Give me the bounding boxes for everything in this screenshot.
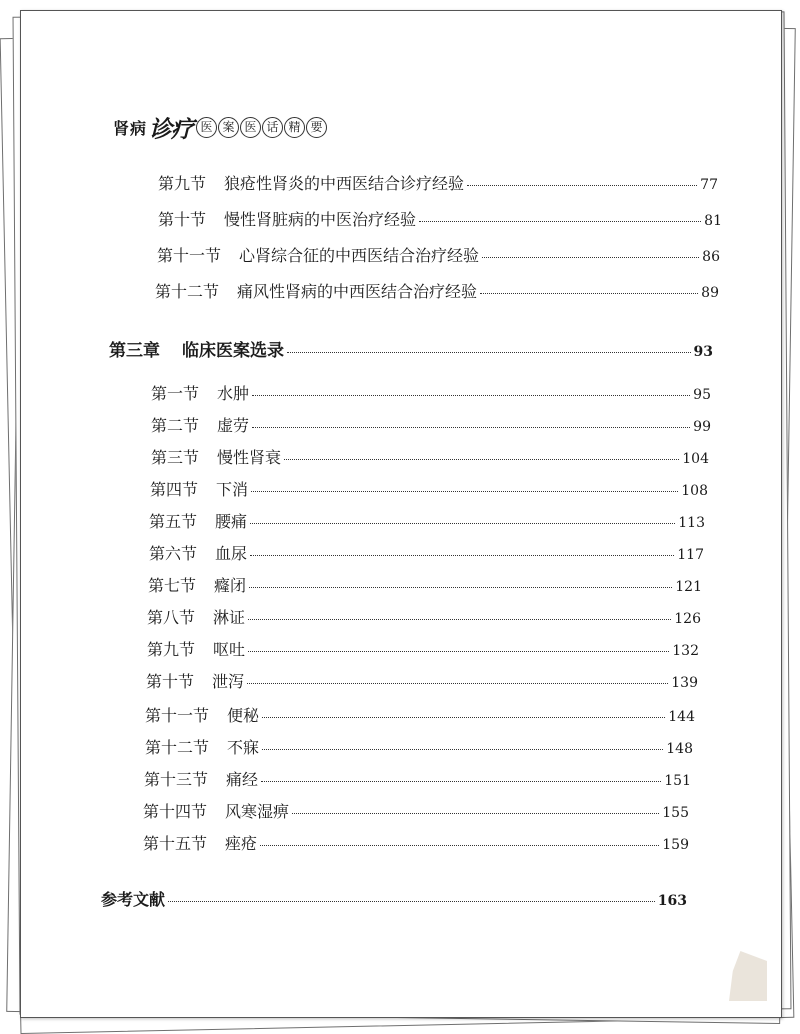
section-title: 便秘 (227, 706, 260, 725)
header-box-char: 医 (240, 117, 261, 138)
page-number: 163 (657, 893, 687, 909)
toc-chapter-entry[interactable] (109, 336, 713, 361)
chapter-label: 第三章 (109, 341, 160, 361)
book-page (20, 10, 782, 1018)
section-label: 第一节 (151, 384, 200, 403)
section-title: 痤疮 (225, 834, 258, 853)
section-title: 痛风性肾病的中西医结合治疗经验 (237, 282, 478, 301)
section-title: 风寒湿痹 (225, 802, 290, 821)
section-title: 水肿 (217, 384, 250, 403)
section-title: 痛经 (226, 770, 259, 789)
page-number: 117 (677, 547, 704, 563)
section-title: 慢性肾衰 (217, 448, 282, 467)
section-label: 第五节 (149, 512, 198, 531)
section-title: 慢性肾脏病的中医治疗经验 (224, 210, 417, 229)
section-title: 泄泻 (212, 672, 245, 691)
header-italic-text: 诊疗 (149, 116, 194, 143)
page-number: 155 (662, 805, 689, 821)
page-number: 104 (682, 451, 709, 467)
section-title: 癃闭 (214, 576, 247, 595)
dot-leader (248, 651, 669, 652)
section-label: 第十节 (158, 210, 207, 229)
dot-leader (252, 395, 690, 396)
dot-leader (252, 427, 690, 428)
section-title: 淋证 (213, 608, 246, 627)
toc-entry[interactable] (158, 171, 718, 194)
header-box-char: 话 (262, 117, 283, 138)
section-title: 呕吐 (213, 640, 246, 659)
dot-leader (482, 257, 699, 258)
dot-leader (168, 901, 655, 902)
dot-leader (262, 717, 665, 718)
page-number: 132 (672, 643, 699, 659)
toc-entry[interactable] (147, 637, 699, 660)
section-label: 第三节 (151, 448, 200, 467)
dot-leader (261, 781, 661, 782)
toc-entry[interactable] (149, 541, 704, 564)
page-number: 99 (693, 419, 711, 435)
toc-entry[interactable] (151, 381, 711, 404)
section-title: 腰痛 (215, 512, 248, 531)
section-label: 第十二节 (145, 738, 210, 757)
dot-leader (247, 683, 668, 684)
toc-entry[interactable] (151, 445, 709, 468)
toc-entry[interactable] (158, 207, 722, 230)
table-of-contents (21, 11, 781, 1017)
page-number: 77 (700, 177, 718, 193)
page-number: 81 (704, 213, 722, 229)
chapter-title: 临床医案选录 (182, 341, 284, 361)
header-box-char: 案 (218, 117, 239, 138)
section-title: 狼疮性肾炎的中西医结合诊疗经验 (224, 174, 465, 193)
section-label: 第四节 (150, 480, 199, 499)
page-number: 139 (671, 675, 698, 691)
page-number: 144 (668, 709, 695, 725)
section-label: 第二节 (151, 416, 200, 435)
page-number: 113 (678, 515, 705, 531)
page-number: 95 (693, 387, 711, 403)
page-number: 148 (666, 741, 693, 757)
section-label: 第六节 (149, 544, 198, 563)
dot-leader (467, 185, 697, 186)
dot-leader (480, 293, 698, 294)
header-box-char: 精 (284, 117, 305, 138)
page-number: 93 (693, 344, 713, 360)
dot-leader (248, 619, 671, 620)
toc-entry[interactable] (155, 279, 719, 302)
dot-leader (251, 491, 678, 492)
section-label: 第九节 (158, 174, 207, 193)
toc-entry[interactable] (151, 413, 711, 436)
dot-leader (287, 352, 691, 353)
dot-leader (260, 845, 659, 846)
section-title: 心肾综合征的中西医结合治疗经验 (239, 246, 480, 265)
header-box-char: 医 (196, 117, 217, 138)
toc-entry[interactable] (148, 573, 702, 596)
header-box-char: 要 (306, 117, 327, 138)
toc-entry[interactable] (146, 669, 698, 692)
toc-entry[interactable] (143, 831, 689, 854)
dot-leader (250, 523, 675, 524)
toc-entry[interactable] (150, 477, 708, 500)
page-number: 89 (701, 285, 719, 301)
dot-leader (419, 221, 701, 222)
dot-leader (292, 813, 659, 814)
section-label: 第八节 (147, 608, 196, 627)
section-title: 下消 (216, 480, 249, 499)
toc-entry[interactable] (143, 799, 689, 822)
page-number: 151 (664, 773, 691, 789)
toc-entry[interactable] (157, 243, 720, 266)
section-label: 第十节 (146, 672, 195, 691)
header-main-text: 肾病 (113, 119, 148, 138)
dot-leader (250, 555, 674, 556)
toc-references-entry[interactable] (101, 887, 687, 910)
section-title: 不寐 (227, 738, 260, 757)
dot-leader (262, 749, 663, 750)
section-title: 虚劳 (217, 416, 250, 435)
references-title: 参考文献 (101, 890, 166, 909)
section-label: 第十一节 (157, 246, 222, 265)
section-label: 第九节 (147, 640, 196, 659)
page-number: 159 (662, 837, 689, 853)
page-number: 126 (674, 611, 701, 627)
dot-leader (249, 587, 672, 588)
section-title: 血尿 (215, 544, 248, 563)
page-number: 121 (675, 579, 702, 595)
toc-entry[interactable] (145, 703, 695, 726)
section-label: 第十四节 (143, 802, 208, 821)
toc-entry[interactable] (149, 509, 705, 532)
section-label: 第十一节 (145, 706, 210, 725)
toc-entry[interactable] (145, 735, 693, 758)
page-number: 108 (681, 483, 708, 499)
toc-entry[interactable] (144, 767, 691, 790)
section-label: 第十二节 (155, 282, 220, 301)
section-label: 第七节 (148, 576, 197, 595)
toc-entry[interactable] (147, 605, 701, 628)
section-label: 第十五节 (143, 834, 208, 853)
dot-leader (284, 459, 679, 460)
page-number: 86 (702, 249, 720, 265)
section-label: 第十三节 (144, 770, 209, 789)
